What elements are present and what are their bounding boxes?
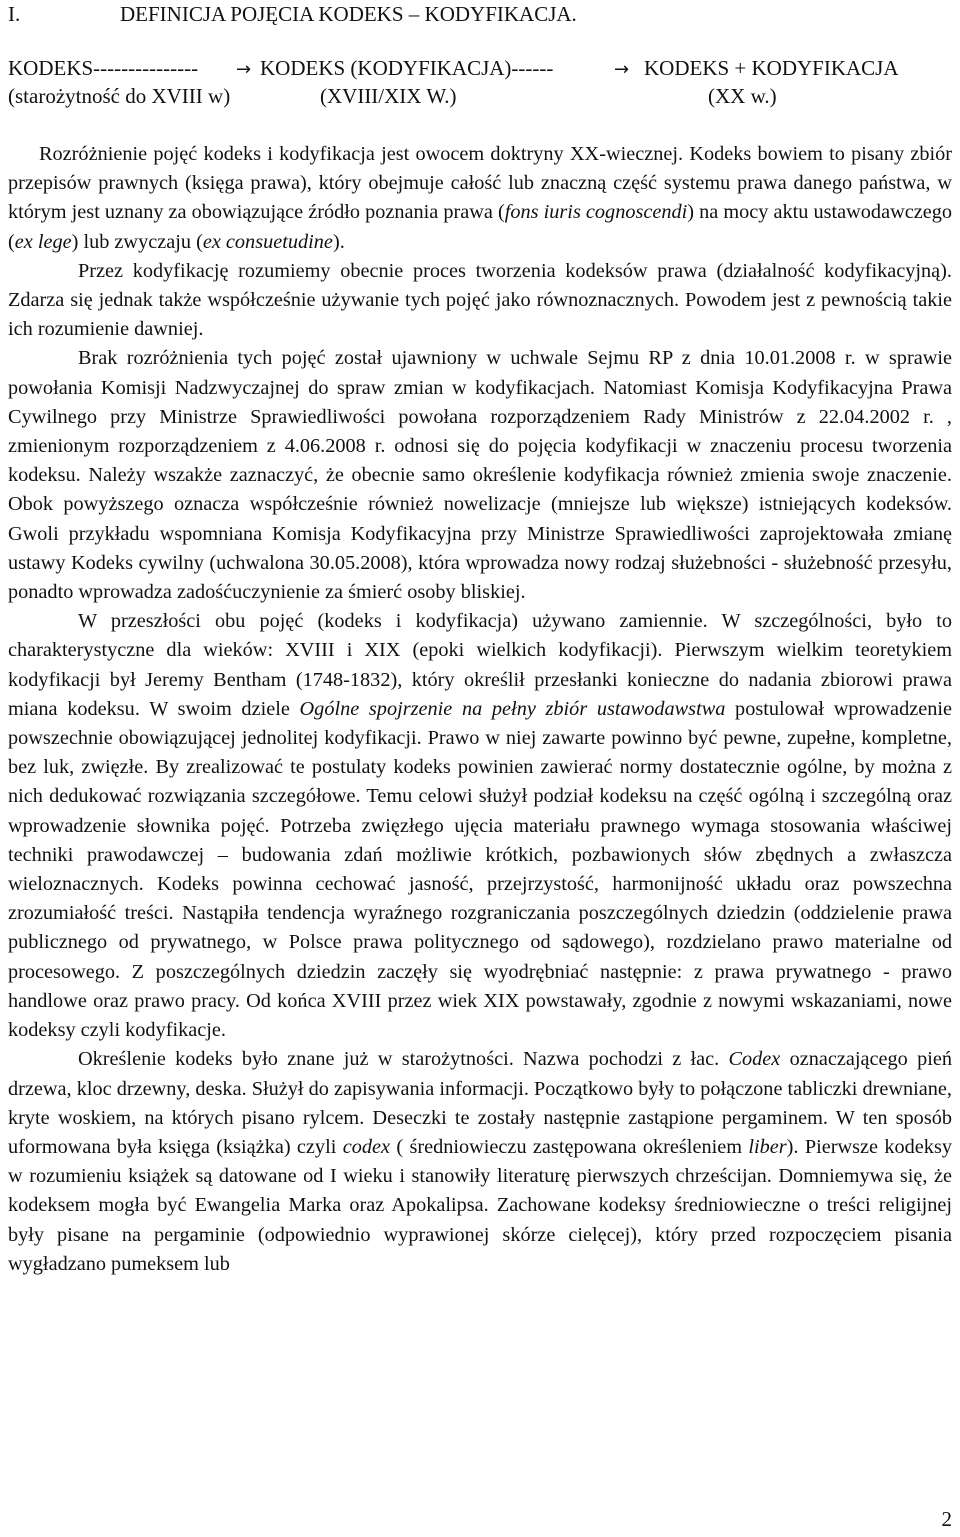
timeline-period-1: (starożytność do XVIII w) (8, 84, 231, 108)
timeline-periods-row (8, 82, 952, 110)
timeline-stage-1: KODEKS--------------- (8, 56, 199, 80)
text-run: ). (332, 230, 345, 253)
text-run: oznaczającego pień drzewa, kloc drzewny, deska. Służył do zapisywania informacji. Początkowo były to połączone tabliczki drewniane, kryte woskiem, na których pisano rylcem. Deseczki te zostały następnie zastąpione pergaminem. W ten sposób uformowana była księga (książka) czyli (8, 1048, 952, 1158)
text-run: W przeszłości obu pojęć (kodeks i kodyfikacja) używano zamiennie. W szczególności, było to charakterystyczne dla wieków: XVIII i XIX (epoki wielkich kodyfikacji). Pierwszym wielkim teoretykiem kodyfikacji był Jeremy Bentham (1748-1832), który określił przesłanki konieczne do nadania zbiorowi prawa miana kodeksu. W swoim dziele (8, 610, 952, 720)
italic-term: Ogólne spojrzenie na pełny zbiór ustawodawstwa (299, 697, 726, 720)
text-run: ) lub zwyczaju ( (71, 230, 203, 253)
text-run: Rozróżnienie pojęć kodeks i kodyfikacja jest owocem doktryny XX-wiecznej. Kodeks bowiem to pisany zbiór przepisów prawnych (księga prawa), który obejmuje całość lub znaczną część systemu prawa danego państwa, w którym jest uznany za obowiązujące źródło poznania prawa ( (8, 143, 952, 224)
paragraph (8, 1045, 952, 1279)
kodeks-timeline (8, 54, 952, 110)
timeline-stages-row (8, 54, 952, 82)
arrow-right-icon: → (614, 59, 630, 80)
italic-term: Codex (728, 1048, 781, 1071)
section-heading (8, 0, 952, 28)
text-run: Przez kodyfikację rozumiemy obecnie proces tworzenia kodeksów prawa (działalność kodyfikacyjną). Zdarza się jednak także współcześnie używanie tych pojęć jako równoznacznych. Powodem jest z pewnością takie ich rozumienie dawniej. (8, 259, 952, 341)
italic-term: codex (342, 1135, 390, 1158)
italic-term: fons iuris cognoscendi (504, 201, 688, 224)
text-run: ( średniowieczu zastępowana określeniem (390, 1135, 749, 1158)
timeline-period-2: (XVIII/XIX W.) (320, 84, 457, 108)
text-run: Określenie kodeks było znane już w starożytności. Nazwa pochodzi z łac. (78, 1048, 729, 1071)
italic-term: liber (748, 1135, 787, 1158)
paragraph (8, 344, 952, 607)
italic-term: ex lege (14, 230, 72, 253)
italic-term: ex consuetudine (202, 230, 333, 253)
text-run: Brak rozróżnienia tych pojęć został ujawniony w uchwale Sejmu RP z dnia 10.01.2008 r. w sprawie powołania Komisji Nadzwyczajnej do spraw zmian w kodyfikacjach. Natomiast Komisja Kodyfikacyjna Prawa Cywilnego przy Ministrze Sprawiedliwości powołana rozporządzeniem Rady Ministrów z 22.04.2002 r. , zmienionym rozporządzeniem z 4.06.2008 r. odnosi się do pojęcia kodyfikacji w znaczeniu procesu tworzenia kodeksu. Należy wszakże zaznaczyć, że obecnie samo określenie kodyfikacja również zmienia swoje znaczenie. Obok powyższego oznacza współcześnie również nowelizacje (mniejsze lub większe) istniejących kodeksów. Gwoli przykładu wspomniana Komisja Kodyfikacyjna przy Ministrze Sprawiedliwości zaprojektowała zmianę ustawy Kodeks cywilny (uchwalona 30.05.2008), która wprowadza nowy rodzaj służebności - służebność przesyłu, ponadto wprowadza zadośćuczynienie za śmierć osoby bliskiej. (8, 347, 952, 604)
paragraph (8, 140, 952, 257)
text-run: ) na mocy aktu ustawodawczego ( (8, 201, 953, 253)
page-number: 2 (941, 1507, 952, 1531)
text-run: ). Pierwsze kodeksy w rozumieniu książek są datowane od I wieku i stanowiły literaturę pierwszych chrześcijan. Domniemywa się, że kodeksem mogła być Ewangelia Marka oraz Apokalipsa. Zachowane kodeksy średniowieczne o treści religijnej były pisane na pergaminie (odpowiednio wyprawionej skórze cielęcej), który przed rozpoczęciem pisania wygładzano pumeksem lub (8, 1135, 952, 1275)
timeline-stage-3: KODEKS + KODYFIKACJA (644, 56, 899, 80)
arrow-right-icon: → (236, 59, 252, 80)
timeline-stage-2: KODEKS (KODYFIKACJA)------ (260, 56, 554, 80)
timeline-period-3: (XX w.) (708, 84, 777, 108)
document-body (8, 140, 952, 1279)
paragraph (8, 607, 952, 1045)
section-title: DEFINICJA POJĘCIA KODEKS – KODYFIKACJA. (120, 2, 577, 26)
text-run: postulował wprowadzenie powszechnie obowiązującej jednolitej kodyfikacji. Prawo w niej zawarte powinno być pewne, zupełne, kompletne, bez luk, zwięzłe. By zrealizować te postulaty kodeks powinien zawierać normy dostatecznie ogólne, by można z nich dedukować rozwiązania szczegółowe. Temu celowi służył podział kodeksu na część ogólną i szczególną oraz wprowadzenie słownika pojęć. Potrzeba zwięzłego ujęcia materiału prawnego wymaga stosowania właściwej techniki prawodawczej – budowania zdań możliwie krótkich, pozbawionych słów zbędnych a zwłaszcza wieloznacznych. Kodeks powinna cechować jasność, przejrzystość, harmonijność układu oraz powszechna zrozumiałość treści. Nastąpiła tendencja wyraźnego rozgraniczania poszczególnych dziedzin (oddzielenie prawa publicznego od prywatnego, w Polsce prawa politycznego od sądowego), rozdzielano prawo materialne od procesowego. Z poszczególnych dziedzin zaczęły się wyodrębniać następnie: z prawa prywatnego - prawo handlowe oraz prawo pracy. Od końca XVIII przez wiek XIX powstawały, zgodnie z nowymi wskazaniami, nowe kodeksy czyli kodyfikacje. (8, 697, 952, 1042)
paragraph (8, 257, 952, 345)
section-number: I. (8, 2, 21, 26)
document-page (8, 0, 952, 1279)
